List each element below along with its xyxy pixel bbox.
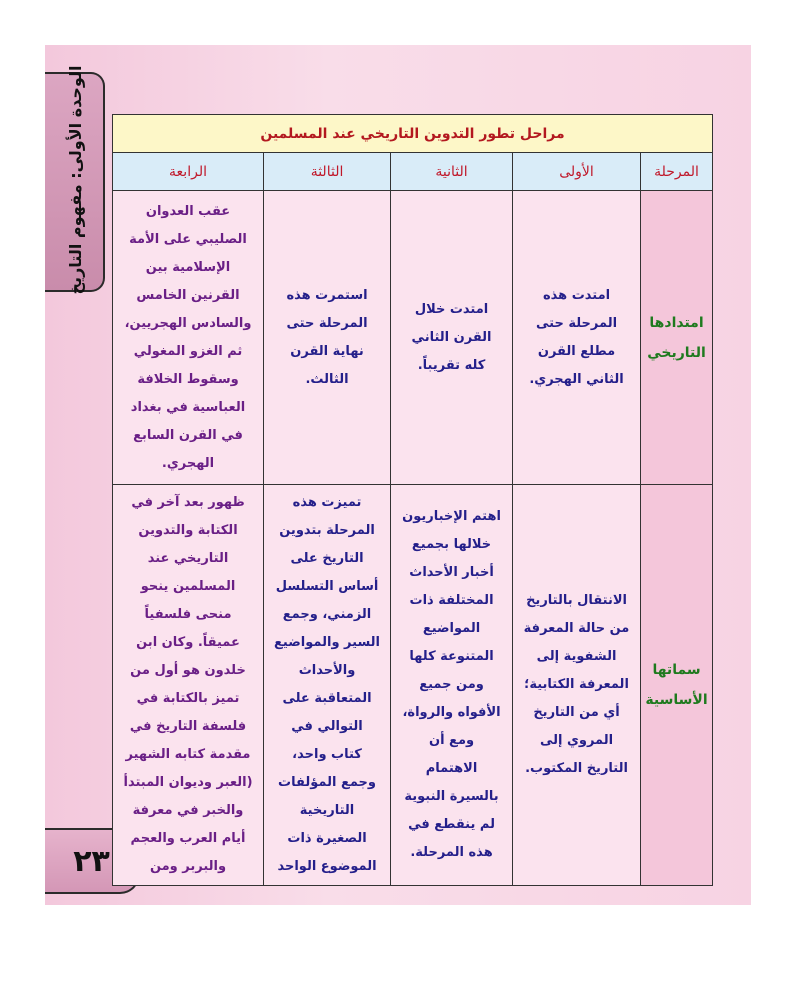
table-row (113, 485, 713, 886)
stages-table (112, 114, 713, 886)
header-third: الثالثة (264, 153, 391, 191)
header-fourth: الرابعة (113, 153, 264, 191)
cell-first-extent: امتدت هذه المرحلة حتى مطلع القرن الثاني الهجري. (513, 191, 641, 485)
table-row (113, 191, 713, 485)
header-stage: المرحلة (641, 153, 713, 191)
unit-title: الوحدة الأولى: مفهوم التاريخ (65, 65, 85, 295)
table-title-row (113, 115, 713, 153)
cell-third-features: تميزت هذه المرحلة بتدوين التاريخ على أساس التسلسل الزمني، وجمع السير والمواضيع والأحداث المتعاقبة على التوالي في كتاب واحد، وجمع المؤلفات التاريخية الصغيرة ذات الموضوع الواحد (264, 485, 391, 886)
cell-third-extent: استمرت هذه المرحلة حتى نهاية القرن الثالث. (264, 191, 391, 485)
cell-first-features: الانتقال بالتاريخ من حالة المعرفة الشفوية إلى المعرفة الكتابية؛ أي من التاريخ المروي إلى التاريخ المكتوب. (513, 485, 641, 886)
table-header-row (113, 153, 713, 191)
row-label-historical-extent: امتدادها التاريخي (641, 191, 713, 485)
header-second: الثانية (391, 153, 513, 191)
cell-second-features: اهتم الإخباريون خلالها بجميع أخبار الأحداث المختلفة ذات المواضيع المتنوعة كلها ومن جميع الأفواه والرواة، ومع أن الاهتمام بالسيرة النبوية لم ينقطع في هذه المرحلة. (391, 485, 513, 886)
header-first: الأولى (513, 153, 641, 191)
row-label-main-features: سماتها الأساسية (641, 485, 713, 886)
cell-fourth-extent: عقب العدوان الصليبي على الأمة الإسلامية بين القرنين الخامس والسادس الهجريين، ثم الغزو المغولي وسقوط الخلافة العباسية في بغداد في القرن السابع الهجري. (113, 191, 264, 485)
cell-fourth-features: ظهور بعد آخر في الكتابة والتدوين التاريخي عند المسلمين ينحو منحى فلسفياً عميقاً. وكان ابن خلدون هو أول من تميز بالكتابة في فلسفة التاريخ في مقدمة كتابه الشهير (العبر وديوان المبتدأ والخبر في معرفة أيام العرب والعجم والبربر ومن (113, 485, 264, 886)
page-number: ٢٣ (73, 843, 110, 879)
table-title: مراحل تطور التدوين التاريخي عند المسلمين (113, 115, 713, 153)
cell-second-extent: امتدت خلال القرن الثاني كله تقريباً. (391, 191, 513, 485)
